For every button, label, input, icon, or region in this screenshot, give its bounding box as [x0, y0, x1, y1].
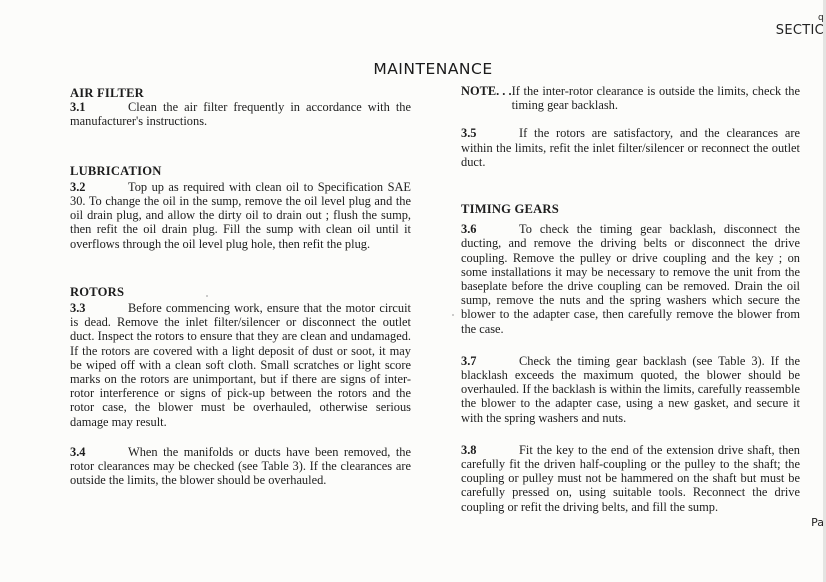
paragraph-text: Check the timing gear backlash (see Table 3). If the blacklash exceeds the maximum quoted, the blower should be overhauled. If the backlash is within the limits, carefully reassemble the blower to the adapter case, using a new gasket, and secure it with the spring washers and nuts.	[461, 353, 800, 425]
paragraph-text: If the rotors are satisfactory, and the clearances are within the limits, refit the inlet filter/silencer or reconnect the outlet duct.	[461, 126, 800, 169]
paragraph-number: 3.5	[461, 126, 477, 141]
page-number-label: Pa	[811, 516, 824, 529]
paragraph-3-7	[461, 354, 800, 425]
note-text: If the inter-rotor clearance is outside the limits, check the timing gear backlash.	[511, 84, 800, 113]
heading-lubrication: LUBRICATION	[70, 163, 162, 178]
paragraph-number: 3.6	[461, 222, 477, 237]
note	[461, 84, 800, 112]
paragraph-number: 3.4	[70, 444, 86, 459]
paragraph-number: 3.3	[70, 301, 86, 316]
paragraph-text: To check the timing gear backlash, disconnect the ducting, and remove the driving belts or disconnect the drive coupling. Remove the pulley or drive coupling and the key ; on some installations it may be necessary to remove the unit from the baseplate before the drive coupling can be removed. Drain the oil sump, remove the nuts and the spring washers which secure the blower to the adapter case, then carefully remove the blower from the case.	[461, 222, 800, 336]
paragraph-text: When the manifolds or ducts have been removed, the rotor clearances may be checked (see Table 3). If the clearances are outside the limits, the blower should be overhauled.	[70, 444, 411, 488]
scan-speck	[206, 295, 208, 297]
paragraph-3-2	[70, 180, 411, 251]
paragraph-text: Top up as required with clean oil to Specification SAE 30. To change the oil in the sump, remove the oil level plug and the oil drain plug, and allow the dirty oil to drain out ; flush the sump, then refit the oil drain plug. Fill the sump with clean oil until it overflows through the oil level plug hole, then refit the plug.	[70, 179, 411, 251]
paragraph-text: Before commencing work, ensure that the motor circuit is dead. Remove the inlet filter/silencer or disconnect the outlet duct. Inspect the rotors to ensure that they are clean and undamaged. If the rotors are covered with a light deposit of dust or soot, it may be wiped off with a clean soft cloth. Small scratches or light score marks on the rotors are unimportant, but if there are signs of inter-rotor interference or signs of pick-up between the rotors and the rotor case, the blower must be overhauled, otherwise serious damage may result.	[70, 301, 411, 429]
paragraph-text: Clean the air filter frequently in accordance with the manufacturer's instructions.	[70, 100, 411, 129]
section-mark: q	[817, 13, 824, 23]
paragraph-3-1	[70, 100, 411, 128]
paragraph-3-5	[461, 126, 800, 169]
heading-air-filter: AIR FILTER	[70, 86, 144, 100]
scan-speck	[452, 314, 454, 316]
paragraph-number: 3.1	[70, 100, 86, 115]
section-label-text: SECTIC	[775, 23, 824, 38]
section-label	[776, 14, 824, 38]
heading-rotors: ROTORS	[70, 284, 125, 299]
note-label: NOTE. . .	[461, 84, 512, 98]
paragraph-number: 3.8	[461, 442, 477, 457]
paragraph-3-4	[70, 445, 411, 488]
right-column	[461, 84, 800, 514]
heading-timing-gears: TIMING GEARS	[461, 202, 559, 217]
paragraph-number: 3.7	[461, 353, 477, 368]
paragraph-3-3	[70, 301, 411, 429]
paragraph-text: Fit the key to the end of the extension drive shaft, then carefully fit the driven half-coupling or the pulley to the shaft; the coupling or pulley must not be hammered on the shaft but must be carefully pressed on, using suitable tools. Reconnect the drive coupling or refit the driving belts, and fill the sump.	[461, 442, 800, 514]
paragraph-3-8	[461, 443, 800, 514]
paragraph-3-6	[461, 222, 800, 336]
left-column	[70, 86, 411, 487]
page-title: MAINTENANCE	[373, 60, 493, 79]
paragraph-number: 3.2	[70, 179, 86, 194]
